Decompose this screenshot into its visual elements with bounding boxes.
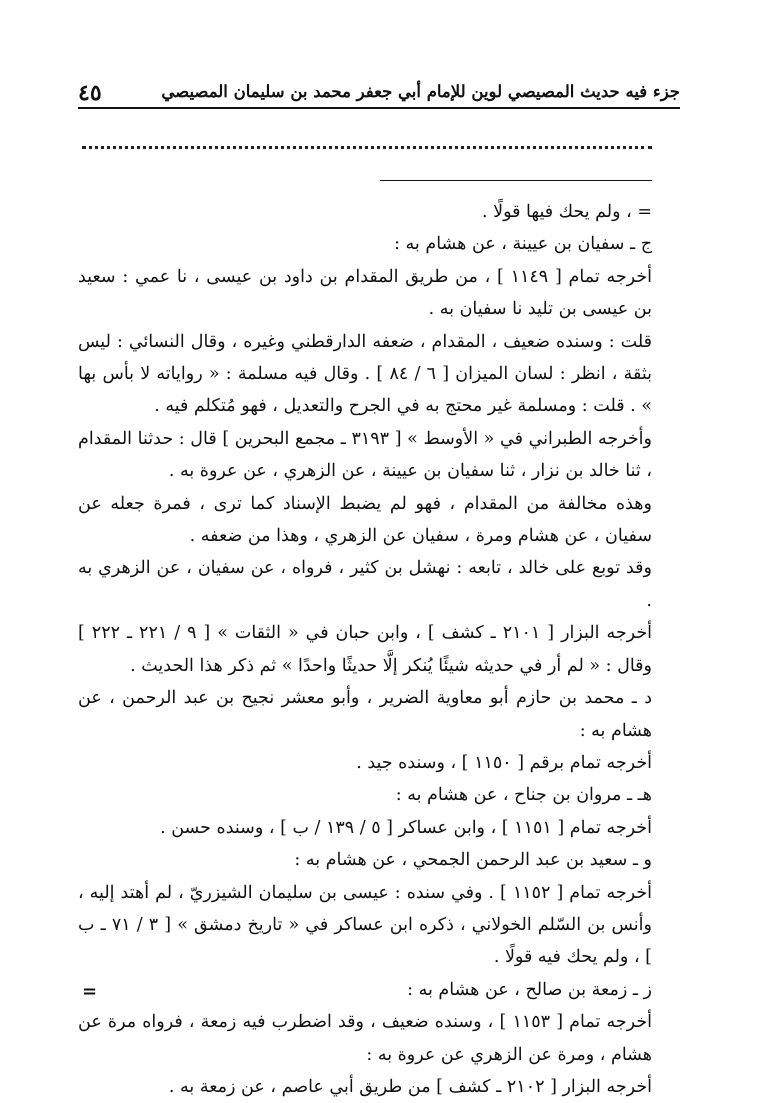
header-rule (78, 107, 680, 109)
paragraph: و ـ سعيد بن عبد الرحمن الجمحي ، عن هشام به : (294, 850, 652, 871)
paragraph: أخرجه تمام [ ١١٥١ ] ، وابن عساكر [ ٥ / ١٣٩ / ب ] ، وسنده حسن . (160, 817, 652, 838)
continuation-mark: = (82, 981, 98, 1002)
footnote-rule (380, 180, 652, 181)
paragraph: أخرجه تمام برقم [ ١١٥٠ ] ، وسنده جيد . (356, 752, 652, 773)
running-header (78, 82, 680, 106)
paragraph: أخرجه البزار [ ٢١٠٢ ـ كشف ] من طريق أبي عاصم ، عن زمعة به . (168, 1076, 652, 1097)
paragraph: وأخرجه الطبراني في « الأوسط » [ ٣١٩٣ ـ مجمع البحرين ] قال : حدثنا المقدام ، ثنا خالد بن نزار ، ثنا سفيان بن عيينة ، عن الزهري ، عن عروة به . (78, 428, 652, 482)
paragraph: أخرجه تمام [ ١١٥٣ ] ، وسنده ضعيف ، وقد اضطرب فيه زمعة ، فرواه مرة عن هشام ، ومرة عن الزهري عن عروة به : (78, 1012, 652, 1065)
paragraph: د ـ محمد بن حازم أبو معاوية الضرير ، وأبو معشر نجيح بن عبد الرحمن ، عن هشام به : (78, 688, 652, 741)
paragraph: أخرجه تمام [ ١١٥٢ ] . وفي سنده : عيسى بن سليمان الشيزريّ ، لم أهتد إليه ، وأنس بن السّلم الخولاني ، ذكره ابن عساكر في « تاريخ دمشق » [ ٣ / ٧١ ـ ب ] ، ولم يحك فيه قولًا . (78, 882, 652, 968)
paragraph: أخرجه البزار [ ٢١٠١ ـ كشف ] ، وابن حبان في « الثقات » [ ٩ / ٢٢١ ـ ٢٢٢ ] وقال : « لم أر في حديثه شيئًا يُنكر إلَّا حديثًا واحدًا » ثم ذكر هذا الحديث . (78, 623, 653, 676)
paragraph: هـ ـ مروان بن جناح ، عن هشام به : (395, 785, 652, 806)
header-title: جزء فيه حديث المصيصي لوين للإمام أبي جعفر محمد بن سليمان المصيصي (161, 82, 680, 101)
paragraph: ج ـ سفيان بن عيينة ، عن هشام به : (394, 234, 652, 255)
page-number: ٤٥ (78, 80, 102, 106)
paragraph: وهذه مخالفة من المقدام ، فهو لم يضبط الإسناد كما ترى ، فمرة جعله عن سفيان ، عن هشام ومرة ، سفيان عن الزهري ، وهذا من ضعفه . (78, 493, 652, 547)
paragraph: = ، ولم يحك فيها قولًا . (481, 202, 652, 222)
paragraph: وقد توبع على خالد ، تابعه : نهشل بن كثير ، فرواه ، عن سفيان ، عن الزهري به . (78, 558, 652, 611)
paragraph: أخرجه تمام [ ١١٤٩ ] ، من طريق المقدام بن داود بن عيسى ، نا عمي : سعيد بن عيسى بن تليد نا سفيان به . (78, 266, 652, 320)
paragraph: قلت : وسنده ضعيف ، المقدام ، ضعفه الدارقطني وغيره ، وقال النسائي : ليس بثقة ، انظر : لسان الميزان [ ٦ / ٨٤ ] . وقال فيه مسلمة : « رواياته لا بأس بها » . قلت : ومسلمة غير محتج به في الجرح والتعديل ، فهو مُتكلم فيه . (78, 331, 653, 417)
paragraph: ز ـ زمعة بن صالح ، عن هشام به : (407, 979, 652, 1000)
footnote-body (78, 196, 652, 1103)
dotted-separator (82, 146, 652, 149)
